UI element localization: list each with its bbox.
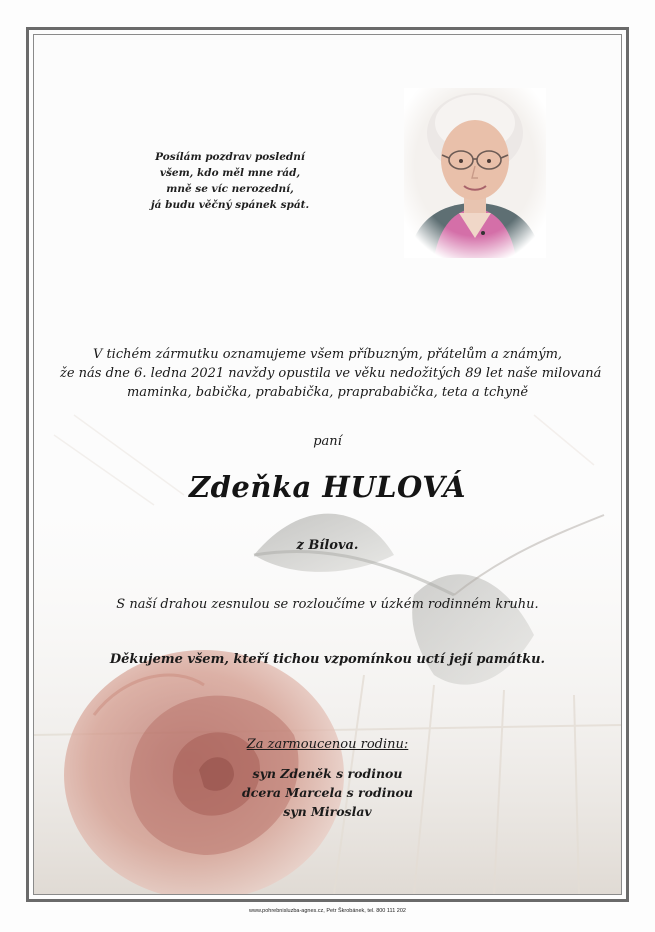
- deceased-name: Zdeňka HULOVÁ: [188, 470, 467, 504]
- announcement-text: [60, 345, 602, 402]
- announcement-line: V tichém zármutku oznamujeme všem příbuzným, přátelům a známým,: [92, 347, 563, 362]
- poem-line: já budu věčný spánek spát.: [150, 199, 310, 211]
- poem-line: mně se víc nerozední,: [166, 183, 294, 195]
- poem-line: Posílám pozdrav poslední: [155, 151, 305, 163]
- mourner-name: syn Zdeněk s rodinou: [252, 766, 403, 781]
- thanks-text: Děkujeme všem, kteří tichou vzpomínkou uctí její památku.: [109, 652, 546, 667]
- mourner-name: syn Miroslav: [283, 804, 372, 819]
- portrait-photo: [404, 88, 546, 258]
- footer-contact: www.pohrebnisluzba-agnes.cz, Petr Škrobánek, tel. 800 111 202: [249, 908, 406, 914]
- announcement-line: maminka, babička, prababička, praprababička, teta a tchyně: [126, 385, 529, 400]
- poem-line: všem, kdo měl mne rád,: [159, 167, 301, 179]
- origin: z Bílova.: [296, 538, 359, 553]
- farewell-text: S naší drahou zesnulou se rozloučíme v úzkém rodinném kruhu.: [116, 597, 539, 612]
- salutation: paní: [313, 434, 342, 449]
- mourners-list: [0, 764, 655, 821]
- mourners-heading: Za zarmoucenou rodinu:: [246, 737, 409, 752]
- announcement-line: že nás dne 6. ledna 2021 navždy opustila ve věku nedožitých 89 let naše milovaná: [60, 366, 602, 381]
- mourner-name: dcera Marcela s rodinou: [242, 785, 413, 800]
- poem: [100, 149, 360, 213]
